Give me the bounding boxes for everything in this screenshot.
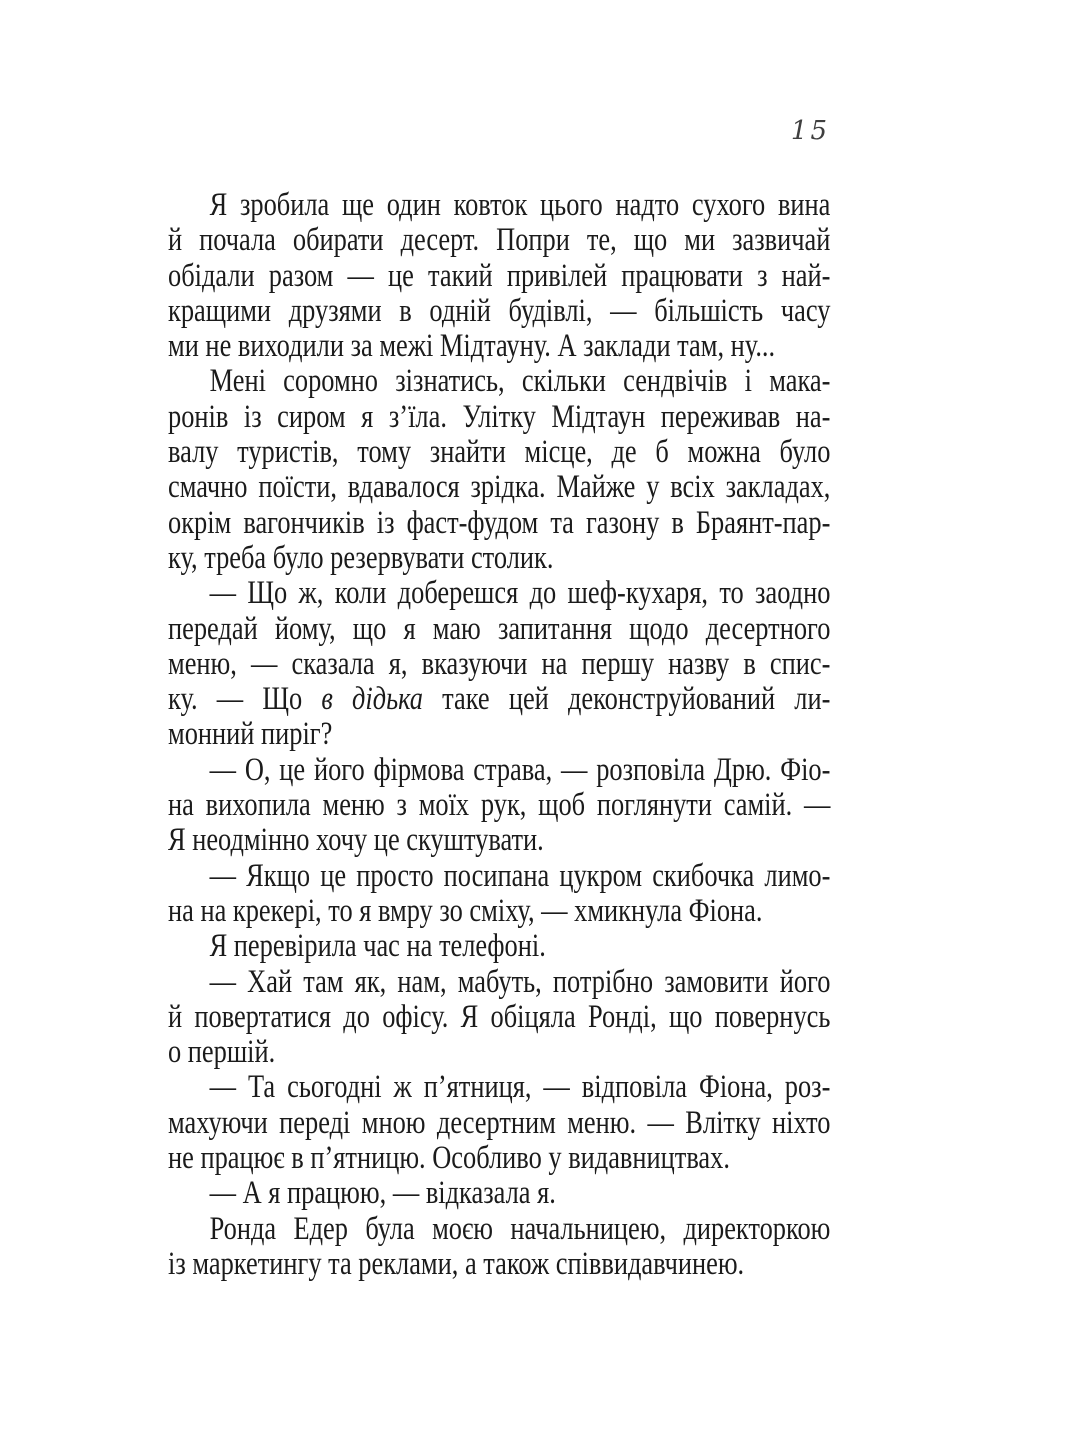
text-line: на вихопила меню з моїх рук, щоб поглянути самій. — xyxy=(168,787,831,824)
text-line: — А я працюю, — відказала я. xyxy=(209,1175,556,1212)
paragraph xyxy=(168,1070,830,1176)
text-line: махуючи переді мною десертним меню. — Влітку ніхто xyxy=(168,1104,831,1141)
text-line: — Хай там як, нам, мабуть, потрібно замовити його xyxy=(209,963,831,1000)
text-line: ми не виходили за межі Мідтауну. А заклади там, ну... xyxy=(168,328,776,365)
text-line: окрім вагончиків із фаст-фудом та газону в Браянт-пар- xyxy=(168,504,831,541)
text-line: Мені соромно зізнатись, скільки сендвічів і мака- xyxy=(209,363,831,400)
paragraph xyxy=(168,1212,830,1283)
text-line: Ронда Едер була моєю начальницею, директоркою xyxy=(209,1210,831,1247)
text-block xyxy=(168,188,830,1282)
text-line: передай йому, що я маю запитання щодо десертного xyxy=(168,610,831,647)
text-line: Я неодмінно хочу це скуштувати. xyxy=(168,822,544,859)
text-line: смачно поїсти, вдавалося зрідка. Майже у всіх закладах, xyxy=(168,469,831,506)
text-line: кращими друзями в одній будівлі, — більшість часу xyxy=(168,292,831,329)
text-line: — Та сьогодні ж п’ятниця, — відповіла Фіона, роз- xyxy=(209,1069,831,1106)
paragraph xyxy=(168,576,830,752)
text-line: Я перевірила час на телефоні. xyxy=(209,928,546,965)
text-line: валу туристів, тому знайти місце, де б можна було xyxy=(168,434,831,471)
text-line: не працює в п’ятницю. Особливо у видавництвах. xyxy=(168,1140,730,1177)
text-line: ку. — Що в дідька таке цей деконструйований ли- xyxy=(168,681,831,718)
text-line: на на крекері, то я вмру зо сміху, — хмикнула Фіона. xyxy=(168,892,763,929)
paragraph xyxy=(168,1176,830,1211)
text-line: монний пиріг? xyxy=(168,716,333,753)
paragraph xyxy=(168,859,830,930)
text-line: ронів із сиром я з’їла. Улітку Мідтаун переживав на- xyxy=(168,398,831,435)
paragraph xyxy=(168,965,830,1071)
text-line: й почала обирати десерт. Попри те, що ми зазвичай xyxy=(168,222,831,259)
text-line: о першій. xyxy=(168,1034,276,1071)
paragraph xyxy=(168,364,830,576)
text-line: із маркетингу та реклами, а також співвидавчинею. xyxy=(168,1245,745,1282)
paragraph xyxy=(168,753,830,859)
text-line: й повертатися до офісу. Я обіцяла Ронді, що повернусь xyxy=(168,998,831,1035)
text-line: обідали разом — це такий привілей працювати з най- xyxy=(168,257,831,294)
paragraph xyxy=(168,188,830,364)
text-line: — Що ж, коли доберешся до шеф-кухаря, то заодно xyxy=(209,575,831,612)
text-line: — Якщо це просто посипана цукром скибочка лимо- xyxy=(209,857,831,894)
paragraph xyxy=(168,929,830,964)
text-line: Я зробила ще один ковток цього надто сухого вина xyxy=(209,187,831,223)
page-number: 15 xyxy=(790,116,830,146)
text-line: меню, — сказала я, вказуючи на першу назву в спис- xyxy=(168,645,831,682)
text-line: ку, треба було резервувати столик. xyxy=(168,539,554,576)
text-line: — О, це його фірмова страва, — розповіла Дрю. Фіо- xyxy=(209,751,831,788)
